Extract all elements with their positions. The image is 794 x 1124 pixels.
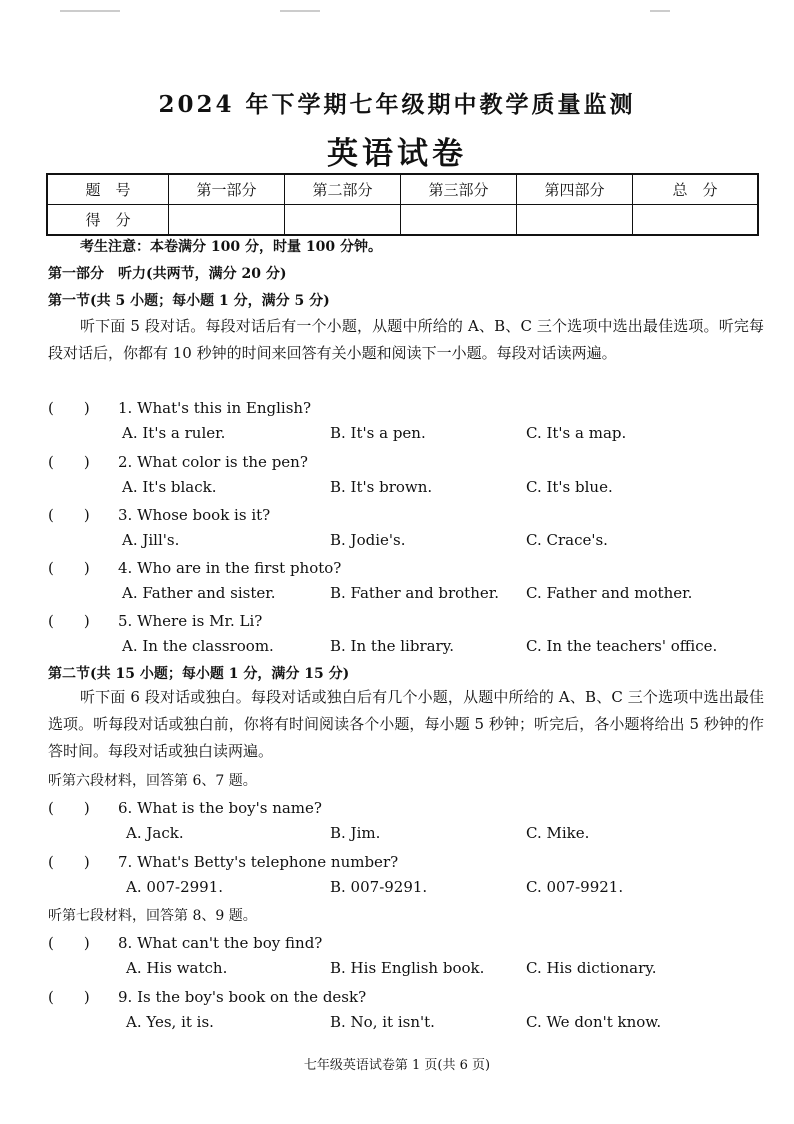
option-a: A. In the classroom. xyxy=(122,637,274,655)
option-c: C. Father and mother. xyxy=(526,584,693,602)
option-c: C. It's a map. xyxy=(526,424,627,442)
option-c: C. Mike. xyxy=(526,824,590,842)
option-b: B. Jodie's. xyxy=(330,531,406,549)
scan-mark xyxy=(60,10,120,12)
question-5 xyxy=(48,610,262,631)
option-c: C. His dictionary. xyxy=(526,959,657,977)
question-stem: 7. What's Betty's telephone number? xyxy=(118,853,399,871)
question-stem: 4. Who are in the first photo? xyxy=(118,559,342,577)
score-header-cell: 第二部分 xyxy=(285,174,401,205)
exam-title: 2024 年下学期七年级期中教学质量监测 xyxy=(158,91,636,118)
option-a: A. 007-2991. xyxy=(126,878,224,896)
option-c: C. It's blue. xyxy=(526,478,613,496)
exam-subtitle: 英语试卷 xyxy=(327,136,467,172)
answer-blank[interactable]: ( ) xyxy=(48,506,90,524)
option-c: C. Crace's. xyxy=(526,531,608,549)
material-7-note: 听第七段材料，回答第 8、9 题。 xyxy=(48,908,257,924)
score-header-cell: 总 分 xyxy=(633,174,759,205)
option-b: B. It's brown. xyxy=(330,478,433,496)
score-header-cell: 第四部分 xyxy=(517,174,633,205)
option-a: A. His watch. xyxy=(126,959,228,977)
answer-blank[interactable]: ( ) xyxy=(48,559,90,577)
score-cell xyxy=(517,205,633,236)
score-row-label: 得 分 xyxy=(47,205,169,236)
part1-heading: 第一部分 听力(共两节，满分 20 分) xyxy=(48,266,287,282)
answer-blank[interactable]: ( ) xyxy=(48,399,90,417)
option-b: B. No, it isn't. xyxy=(330,1013,435,1031)
question-7 xyxy=(48,851,398,872)
question-stem: 6. What is the boy's name? xyxy=(118,799,322,817)
answer-blank[interactable]: ( ) xyxy=(48,988,90,1006)
option-a: A. Jill's. xyxy=(122,531,180,549)
score-cell xyxy=(285,205,401,236)
section1-instructions: 听下面 5 段对话。每段对话后有一个小题，从题中所给的 A、B、C 三个选项中选出最佳选项。听完每段对话后，你都有 10 秒钟的时间来回答有关小题和阅读下一小题。每段对话读两遍。 xyxy=(48,317,764,362)
question-3 xyxy=(48,504,270,525)
section1-heading: 第一节(共 5 小题；每小题 1 分，满分 5 分) xyxy=(48,293,330,309)
answer-blank[interactable]: ( ) xyxy=(48,853,90,871)
score-header-cell: 第三部分 xyxy=(401,174,517,205)
exam-notice: 考生注意：本卷满分 100 分，时量 100 分钟。 xyxy=(80,239,382,255)
answer-blank[interactable]: ( ) xyxy=(48,799,90,817)
question-stem: 8. What can't the boy find? xyxy=(118,934,323,952)
score-cell xyxy=(401,205,517,236)
option-b: B. His English book. xyxy=(330,959,485,977)
option-a: A. Jack. xyxy=(126,824,184,842)
question-8 xyxy=(48,932,322,953)
score-header-cell: 第一部分 xyxy=(169,174,285,205)
scan-mark xyxy=(650,10,670,12)
question-stem: 3. Whose book is it? xyxy=(118,506,271,524)
question-9 xyxy=(48,986,366,1007)
option-b: B. 007-9291. xyxy=(330,878,428,896)
score-table-value-row xyxy=(47,205,758,236)
score-table-header-row xyxy=(47,174,758,205)
answer-blank[interactable]: ( ) xyxy=(48,453,90,471)
option-b: B. Jim. xyxy=(330,824,381,842)
option-c: C. 007-9921. xyxy=(526,878,624,896)
question-4 xyxy=(48,557,341,578)
section2-heading: 第二节(共 15 小题；每小题 1 分，满分 15 分) xyxy=(48,666,350,682)
option-b: B. It's a pen. xyxy=(330,424,426,442)
question-1 xyxy=(48,397,311,418)
question-stem: 1. What's this in English? xyxy=(118,399,312,417)
option-a: A. Yes, it is. xyxy=(126,1013,214,1031)
scan-mark xyxy=(280,10,320,12)
question-stem: 9. Is the boy's book on the desk? xyxy=(118,988,367,1006)
page-footer: 七年级英语试卷第 1 页(共 6 页) xyxy=(303,1058,491,1073)
answer-blank[interactable]: ( ) xyxy=(48,934,90,952)
score-cell xyxy=(169,205,285,236)
option-a: A. Father and sister. xyxy=(122,584,276,602)
score-cell xyxy=(633,205,759,236)
option-b: B. In the library. xyxy=(330,637,454,655)
question-2 xyxy=(48,451,308,472)
material-6-note: 听第六段材料，回答第 6、7 题。 xyxy=(48,773,257,789)
question-stem: 2. What color is the pen? xyxy=(118,453,308,471)
option-c: C. We don't know. xyxy=(526,1013,662,1031)
option-b: B. Father and brother. xyxy=(330,584,500,602)
option-a: A. It's a ruler. xyxy=(122,424,226,442)
section2-instructions: 听下面 6 段对话或独白。每段对话或独白后有几个小题，从题中所给的 A、B、C 三个选项中选出最佳选项。听每段对话或独白前，你将有时间阅读各个小题，每小题 5 秒钟；听完后，各小题将给出 5 秒钟的作答时间。每段对话或独白读两遍。 xyxy=(48,688,764,760)
score-table xyxy=(46,173,759,236)
answer-blank[interactable]: ( ) xyxy=(48,612,90,630)
question-6 xyxy=(48,797,322,818)
score-header-cell: 题 号 xyxy=(47,174,169,205)
option-c: C. In the teachers' office. xyxy=(526,637,718,655)
question-stem: 5. Where is Mr. Li? xyxy=(118,612,263,630)
option-a: A. It's black. xyxy=(122,478,217,496)
